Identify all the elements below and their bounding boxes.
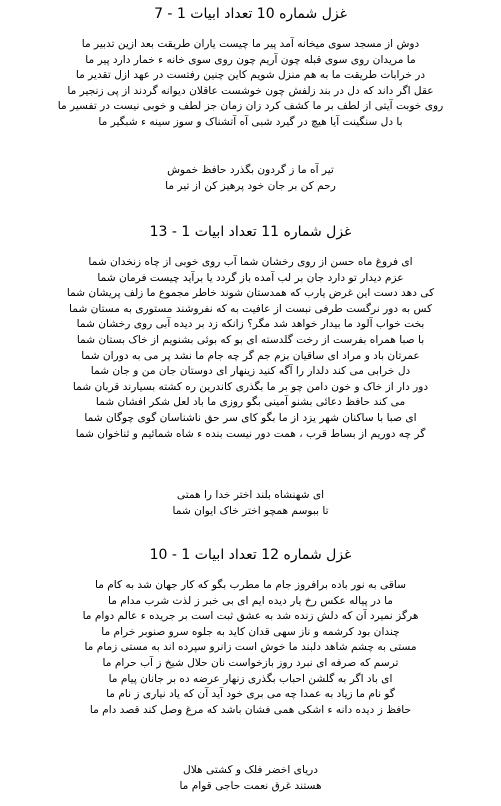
verse-line: می کند حافظ دعائی بشنو آمینی بگو روزی ما باد لعل شکر افشان شما [95,396,406,409]
verse-line: ساقی به نور باده برافروز جام ما مطرب بگو که کار جهان شد به کام ما [94,579,407,591]
verse-line: تا ببوسم همچو اختر خاک ایوان شما [172,504,329,517]
verse-line: ما مریدان روی سوی قبله چون آریم چون روی سوی خانه ء خمار دارد پیر ما [85,53,416,66]
verse-line: عمرتان باد و مراد ای ساقیان بزم جم گر چه جام ما نشد پر می به دوران شما [81,349,420,362]
verse-line: ما در پیاله عکس رخ یار دیده ایم ای بی خبر ز لذت شرب مدام ما [108,594,393,607]
closing-couplet [0,488,501,519]
verse-list [0,578,501,718]
verse-line: کس به دور نرگست طرفی نبست از عافیت به که نفروشند مستوری به مستان شما [68,302,433,315]
verse-line: دور دار از خاک و خون دامن چو بر ما بگذری کاندرین ره کشته بسیارند قربان شما [72,380,429,393]
verse-line: گو نام ما زیاد به عمدا چه می بری خود آید آن که یاد نیاری ز نام ما [106,688,395,701]
verse-line: حافظ ز دیده دانه ء اشکی همی فشان باشد که مرغ وصل کند قصد دام ما [89,703,412,716]
verse-line: گر چه دوریم از بساط قرب ، همت دور نیست بنده ء شاه شمائیم و ثناخوان شما [75,427,426,440]
verse-line: با دل سنگینت آیا هیچ در گیرد شبی آه آتشناک و سوز سینه ء شبگیر ما [98,115,403,128]
verse-line: مستی به چشم شاهد دلبند ما خوش است زانرو سپرده اند به مستی زمام ما [84,641,417,654]
verse-line: دوش از مسجد سوی میخانه آمد پیر ما چیست یاران طریقت بعد ازین تدبیر ما [81,38,420,50]
verse-line: دل خرابی می کند دلدار را آگه کنید زینهار ای دوستان جان من و جان شما [90,365,411,378]
verse-line: کی دهد دست این غرض یارب که همدستان شوند خاطر مجموع ما زلف پریشان شما [66,287,435,300]
verse-line: دریای اخضر فلک و کشتی هلال [183,764,318,776]
verse-line: در خرابات طریقت ما به هم منزل شویم کاین چنین رفتست در عهد ازل تقدیر ما [75,69,426,82]
verse-line: تیر آه ما ز گردون بگذرد حافظ خموش [167,164,334,176]
verse-line: ای شهنشاه بلند اختر خدا را همتی [176,489,325,501]
verse-line: ای باد اگر به گلشن احباب بگذری زنهار عرضه ده بر جانان پیام ما [108,672,393,685]
verse-line: ای فروغ ماه حسن از روی رخشان شما آب روی خوبی از چاه زنخدان شما [88,256,413,268]
verse-line: روی خوبت آیتی از لطف بر ما کشف کرد زان زمان جز لطف و خوبی نیست در تفسیر ما [57,100,444,113]
verse-list [0,37,501,131]
verse-list [0,255,501,442]
verse-line: چندان بود کرشمه و ناز سهی قدان کاید به جلوه سرو صنوبر خرام ما [101,625,400,638]
closing-couplet [0,763,501,794]
verse-line: رحم کن بر جان خود پرهیز کن از تیر ما [165,179,336,192]
verse-line: عقل اگر داند که دل در بند زلفش چون خوشست عاقلان دیوانه گردند از پی زنجیر ما [67,84,434,97]
ghazal-title: غزل شماره 10 تعداد ابیات 1 - 7 [154,6,347,22]
ghazal-title: غزل شماره 12 تعداد ابیات 1 - 10 [149,547,352,563]
verse-line: هستند غرق نعمت حاجی قوام ما [179,779,322,792]
verse-line: با صبا همراه بفرست از رخت گلدسته ای بو که بوئی بشنویم از خاک بستان شما [76,333,425,346]
ghazal-title: غزل شماره 11 تعداد ابیات 1 - 13 [149,224,352,240]
verse-line: هرگز نمیرد آن که دلش زنده شد به عشق ثبت است بر جریده ء عالم دوام ما [82,610,419,623]
verse-line: عزم دیدار تو دارد جان بر لب آمده باز گردد یا برآید چیست فرمان شما [97,271,404,284]
verse-line: ترسم که صرفه ای نبرد روز بازخواست نان حلال شیخ ز آب حرام ما [102,656,399,669]
verse-line: ای صبا با ساکنان شهر یزد از ما بگو کای سر حق ناشناسان گوی چوگان شما [84,411,417,424]
verse-line: بخت خواب آلود ما بیدار خواهد شد مگر؟ زانکه زد بر دیده آبی روی رخشان شما [76,318,425,331]
closing-couplet [0,163,501,194]
